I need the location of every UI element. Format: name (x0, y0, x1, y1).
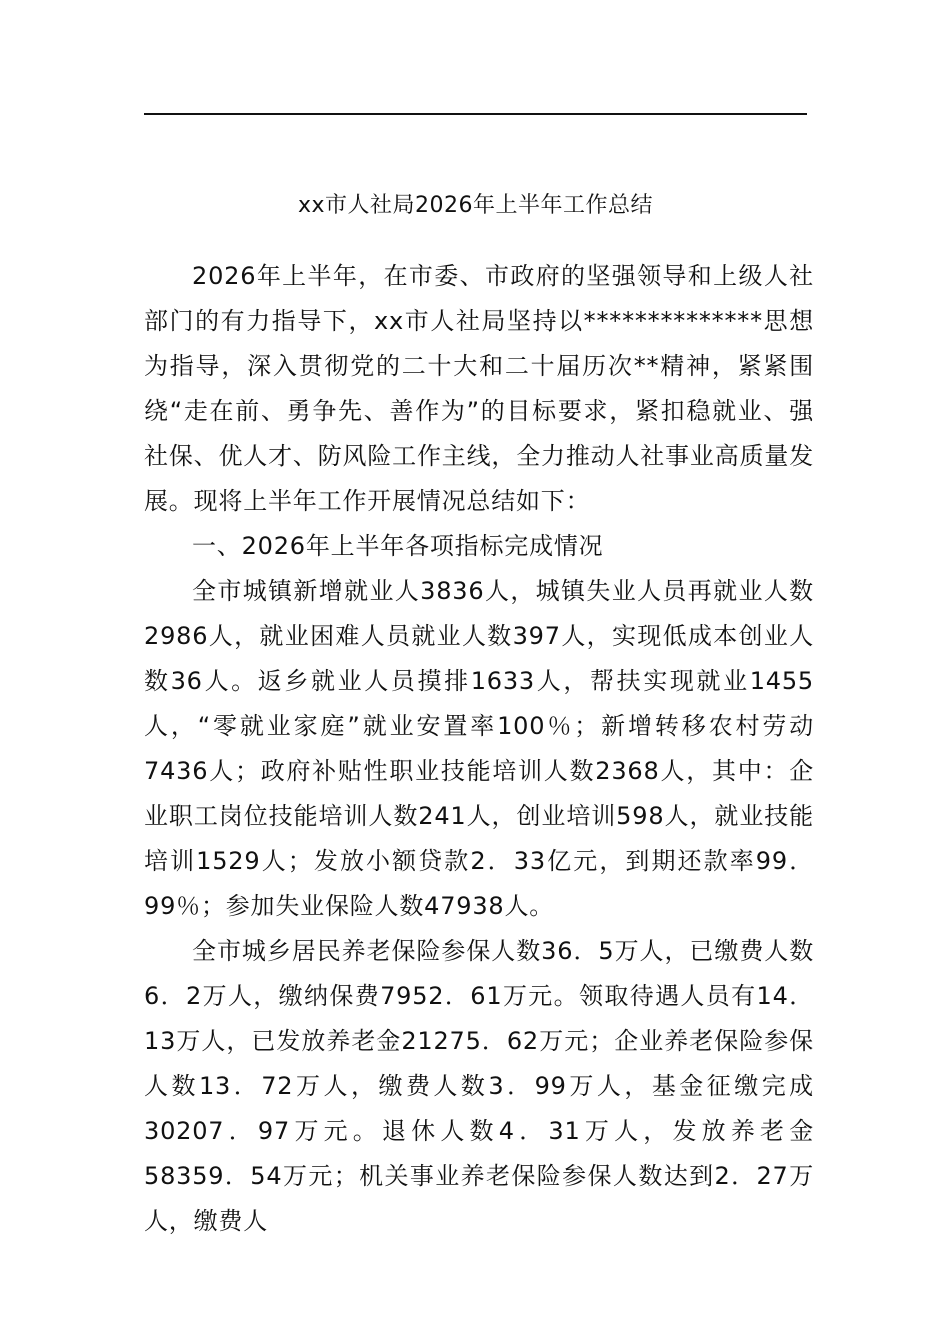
pension-paragraph: 全市城乡居民养老保险参保人数36．5万人，已缴费人数6．2万人，缴纳保费7952．61万元。领取待遇人员有14．13万人，已发放养老金21275．62万元；企业养老保险参保人数13．72万人，缴费人数3．99万人，基金征缴完成30207．97万元。退休人数4．31万人，发放养老金58359．54万元；机关事业养老保险参保人数达到2．27万人，缴费人 (144, 937, 814, 1235)
document-title: xx市人社局2026年上半年工作总结 (297, 193, 654, 218)
employment-paragraph: 全市城镇新增就业人3836人，城镇失业人员再就业人数2986人，就业困难人员就业人数397人，实现低成本创业人数36人。返乡就业人员摸排1633人，帮扶实现就业1455人，“零就业家庭”就业安置率100％；新增转移农村劳动7436人；政府补贴性职业技能培训人数2368人，其中：企业职工岗位技能培训人数241人，创业培训598人，就业技能培训1529人；发放小额贷款2．33亿元，到期还款率99．99％；参加失业保险人数47938人。 (144, 577, 814, 920)
header-rule (144, 113, 807, 115)
intro-paragraph: 2026年上半年，在市委、市政府的坚强领导和上级人社部门的有力指导下，xx市人社局坚持以**************思想为指导，深入贯彻党的二十大和二十届历次**精神，紧紧围绕“走在前、勇争先、善作为”的目标要求，紧扣稳就业、强社保、优人才、防风险工作主线，全力推动人社事业高质量发展。现将上半年工作开展情况总结如下： (144, 262, 814, 515)
document-body (144, 254, 814, 1244)
section-heading: 一、2026年上半年各项指标完成情况 (192, 532, 604, 560)
